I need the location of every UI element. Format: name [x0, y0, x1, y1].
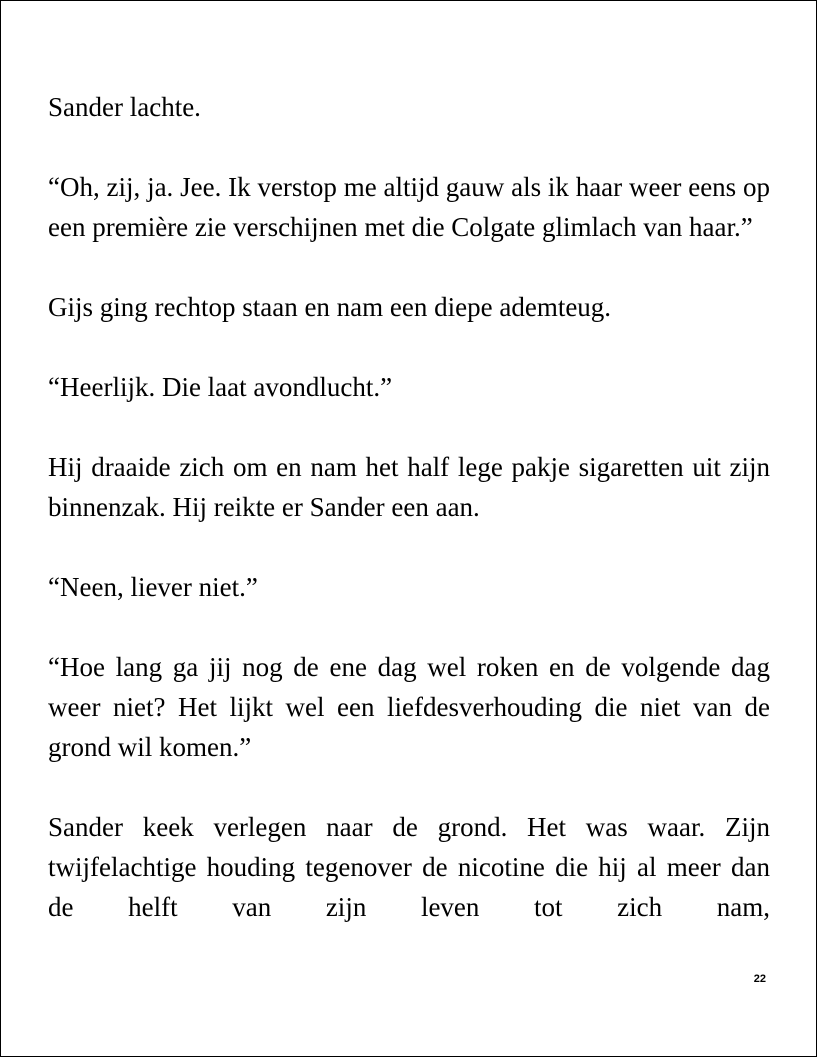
paragraph: “Heerlijk. Die laat avondlucht.”	[48, 372, 393, 402]
body-text	[48, 87, 770, 927]
paragraph: Sander keek verlegen naar de grond. Het was waar. Zijn twijfelachtige houding tegenover de nicotine die hij al meer dan de helft van zijn leven tot zich nam,	[48, 812, 770, 922]
paragraph: “Hoe lang ga jij nog de ene dag wel roken en de volgende dag weer niet? Het lijkt wel een liefdesverhouding die niet van de grond wil komen.”	[48, 652, 770, 762]
page-number: 22	[753, 973, 766, 985]
paragraph: Gijs ging rechtop staan en nam een diepe ademteug.	[48, 292, 612, 322]
paragraph: “Neen, liever niet.”	[48, 572, 258, 602]
paragraph: Sander lachte.	[48, 92, 201, 122]
paragraph: “Oh, zij, ja. Jee. Ik verstop me altijd gauw als ik haar weer eens op een première zie verschijnen met die Colgate glimlach van haar.”	[48, 172, 770, 242]
paragraph: Hij draaide zich om en nam het half lege pakje sigaretten uit zijn binnenzak. Hij reikte er Sander een aan.	[48, 452, 770, 522]
